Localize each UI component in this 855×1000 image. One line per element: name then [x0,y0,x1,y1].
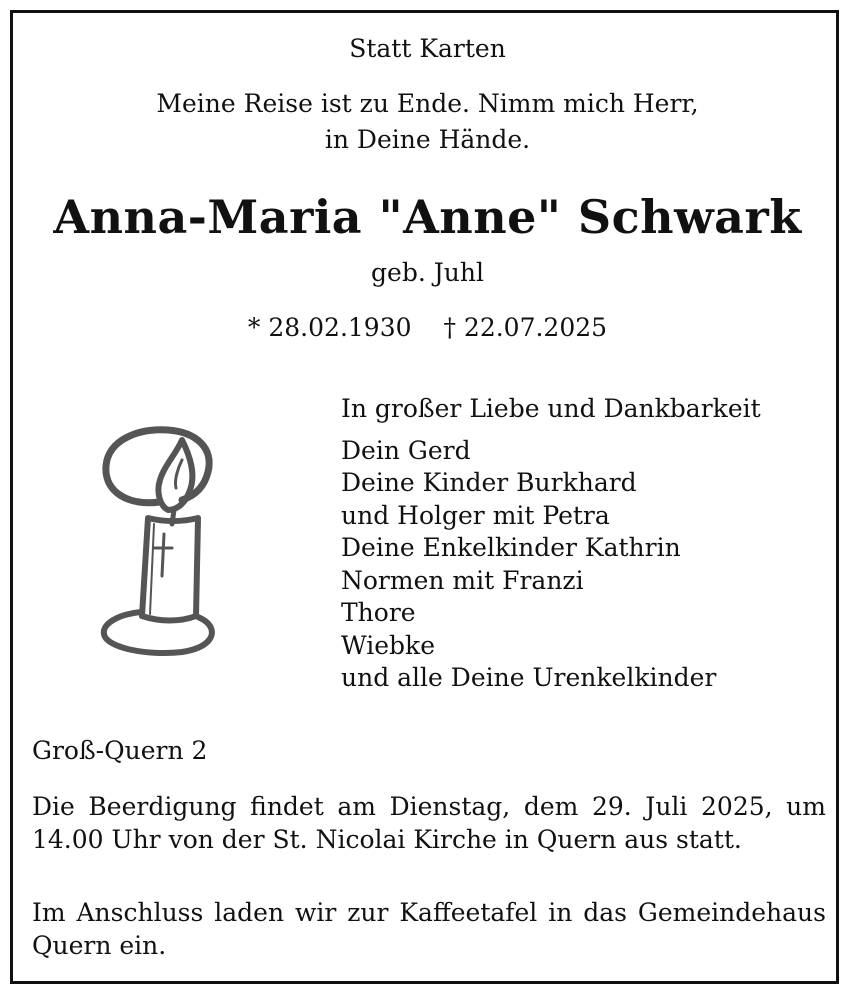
reception-details: Im Anschluss laden wir zur Kaffeetafel in das Gemeindehaus Quern ein. [32,898,826,960]
deceased-name: Anna-Maria "Anne" Schwark [53,190,802,244]
birth-date: * 28.02.1930 [247,313,412,342]
mourner-line: und Holger mit Petra [341,500,610,530]
verse-line-2: in Deine Hände. [324,125,531,154]
candle-icon [98,426,218,671]
mourners-list [341,393,761,695]
funeral-details: Die Beerdigung findet am Dienstag, dem 29. Juli 2025, um 14.00 Uhr von der St. Nicolai Kirche in Quern aus statt. [32,792,826,854]
mourner-line: Wiebke [341,630,435,660]
birth-name: geb. Juhl [371,258,484,287]
address: Groß-Quern 2 [32,736,208,765]
life-dates [0,313,855,342]
verse-line-1: Meine Reise ist zu Ende. Nimm mich Herr, [156,89,699,118]
mourner-line: Dein Gerd [341,435,471,465]
verse [0,86,855,158]
mourner-line: Deine Kinder Burkhard [341,468,637,497]
mourners-intro: In großer Liebe und Dankbarkeit [341,394,761,423]
mourner-line: und alle Deine Urenkelkinder [341,663,717,692]
death-date: † 22.07.2025 [443,313,608,342]
mourner-line: Normen mit Franzi [341,565,584,595]
header-text: Statt Karten [349,34,506,63]
mourner-line: Thore [341,598,416,627]
mourner-line: Deine Enkelkinder Kathrin [341,533,681,562]
